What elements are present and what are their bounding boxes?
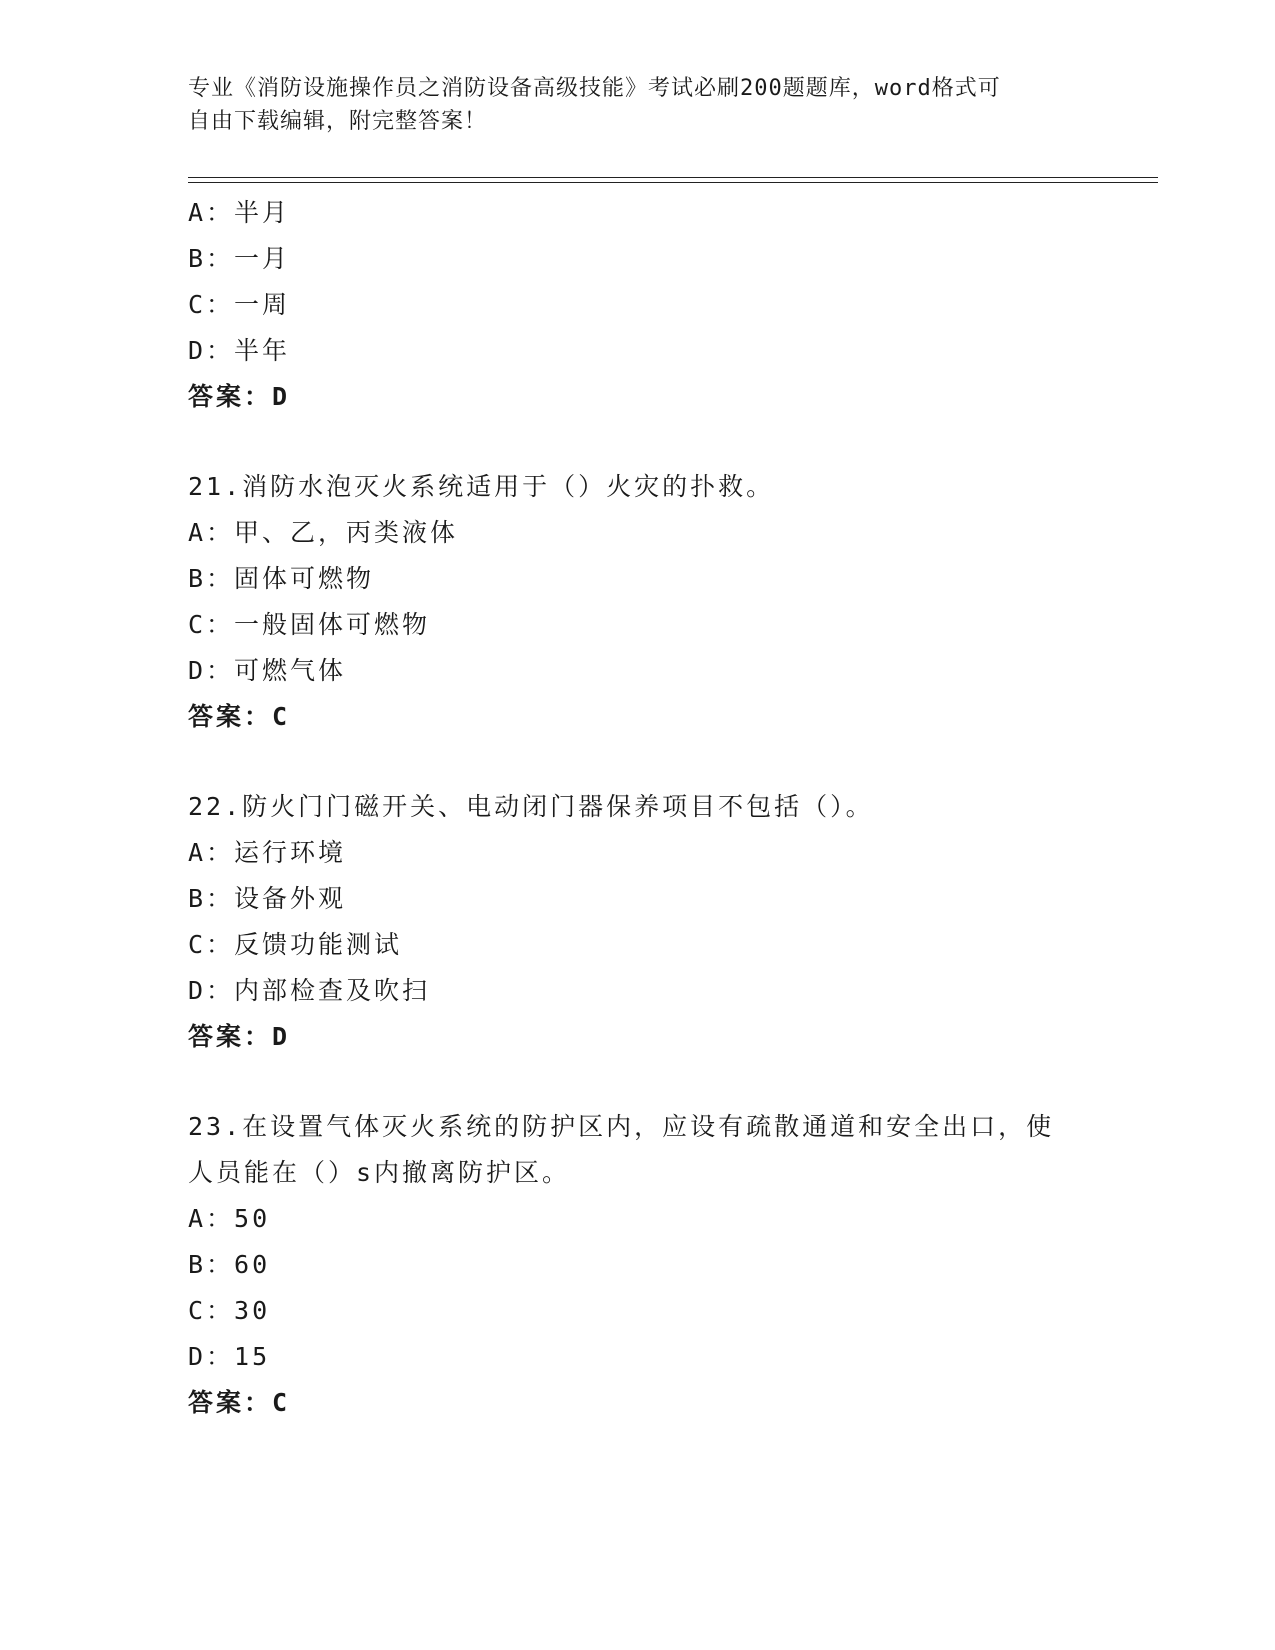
question-stem: 21.消防水泡灭火系统适用于（）火灾的扑救。 [188, 472, 775, 501]
question-22 [188, 784, 1108, 1060]
option-a: A：50 [188, 1204, 271, 1233]
header-divider-top [188, 177, 1158, 178]
option-c: C：一般固体可燃物 [188, 610, 431, 639]
question-stem: 22.防火门门磁开关、电动闭门器保养项目不包括（）。 [188, 792, 874, 821]
question-block-continued [188, 190, 1108, 420]
document-header [188, 72, 1068, 138]
option-d: D：可燃气体 [188, 656, 347, 685]
answer-line: 答案：D [188, 382, 291, 411]
option-d: D：半年 [188, 336, 291, 365]
question-23 [188, 1104, 1108, 1426]
header-line-1: 专业《消防设施操作员之消防设备高级技能》考试必刷200题题库，word格式可 [188, 76, 1001, 101]
option-d: D：15 [188, 1342, 271, 1371]
option-b: B：一月 [188, 244, 291, 273]
option-a: A：半月 [188, 198, 291, 227]
header-line-2: 自由下载编辑，附完整答案！ [188, 109, 488, 134]
option-b: B：固体可燃物 [188, 564, 375, 593]
option-a: A：甲、乙，丙类液体 [188, 518, 459, 547]
question-stem-line-2: 人员能在（）s内撤离防护区。 [188, 1158, 571, 1187]
answer-line: 答案：C [188, 702, 291, 731]
question-21 [188, 464, 1108, 740]
option-b: B：设备外观 [188, 884, 347, 913]
option-c: C：30 [188, 1296, 271, 1325]
header-divider-bottom [188, 182, 1158, 183]
question-list [188, 190, 1108, 1426]
option-c: C：一周 [188, 290, 291, 319]
option-b: B：60 [188, 1250, 271, 1279]
answer-line: 答案：D [188, 1022, 291, 1051]
option-d: D：内部检查及吹扫 [188, 976, 431, 1005]
question-stem-line-1: 23.在设置气体灭火系统的防护区内，应设有疏散通道和安全出口，使 [188, 1112, 1055, 1141]
answer-line: 答案：C [188, 1388, 291, 1417]
option-a: A：运行环境 [188, 838, 347, 867]
option-c: C：反馈功能测试 [188, 930, 403, 959]
